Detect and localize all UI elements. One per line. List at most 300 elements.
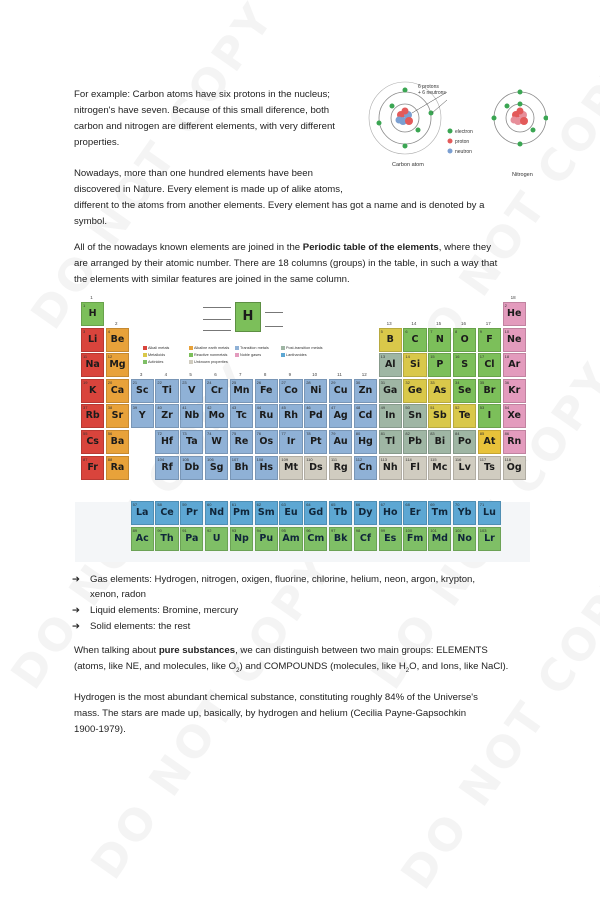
element-symbol: Tc xyxy=(236,410,247,422)
legend-swatch xyxy=(143,360,147,364)
intro-line: properties. xyxy=(74,137,120,148)
element-cell-y xyxy=(131,404,154,428)
element-cell-mo xyxy=(205,404,228,428)
element-symbol: Pa xyxy=(185,532,199,544)
element-symbol: K xyxy=(88,384,97,396)
bold-term: pure substances xyxy=(158,645,236,656)
element-symbol: Ir xyxy=(286,436,296,447)
element-cell-no xyxy=(453,527,476,551)
element-cell-tl xyxy=(379,430,402,454)
element-symbol: Co xyxy=(284,384,298,396)
element-symbol: Mc xyxy=(432,461,448,473)
atomic-number: 65 xyxy=(331,502,336,508)
atomic-number: 76 xyxy=(256,431,262,436)
group-number: 3 xyxy=(139,371,143,377)
element-cell-tb xyxy=(329,501,352,525)
element-cell-ts xyxy=(478,456,501,480)
element-cell-cu xyxy=(329,379,352,403)
bullet-gases-continued xyxy=(90,587,146,603)
atomic-number: 53 xyxy=(479,405,485,411)
carbon-label: Carbon atom xyxy=(392,162,424,168)
atomic-number: 51 xyxy=(430,405,435,411)
element-symbol: S xyxy=(461,359,469,371)
element-cell-k xyxy=(81,379,104,403)
element-cell-ti xyxy=(155,379,178,403)
text-span: , where they xyxy=(438,242,492,253)
element-symbol: Tb xyxy=(334,507,348,519)
element-cell-pt xyxy=(304,430,327,454)
atomic-number: 40 xyxy=(157,405,162,411)
group-number: 17 xyxy=(485,320,491,326)
atomic-number: 58 xyxy=(157,502,162,508)
atom-illustrations xyxy=(362,78,548,180)
text-span: (atoms, like NE, and molecules, like O xyxy=(74,661,237,672)
element-symbol: Rh xyxy=(283,410,299,422)
atomic-number: 115 xyxy=(430,456,437,462)
group-number: 8 xyxy=(263,371,267,377)
element-cell-ce xyxy=(155,501,178,525)
key-line xyxy=(203,330,231,331)
text-span: , we can distinguish between two main groups: ELEMENTS xyxy=(235,645,488,656)
paragraph-line: discovered in Nature. Every element is made up of alike atoms, xyxy=(74,184,343,195)
element-symbol: La xyxy=(136,507,149,519)
element-cell-am xyxy=(279,527,302,551)
paragraph-line xyxy=(74,659,544,679)
atomic-number: 61 xyxy=(231,502,237,508)
element-symbol: Os xyxy=(259,436,274,447)
element-symbol: Ru xyxy=(259,410,274,422)
atomic-number: 19 xyxy=(83,379,88,385)
element-cell-ne xyxy=(503,328,526,352)
element-symbol: Be xyxy=(110,333,125,345)
atomic-number: 69 xyxy=(430,502,435,508)
element-symbol: U xyxy=(212,532,221,544)
paragraph-line: Nowadays, more than one hundred elements have been xyxy=(74,168,313,179)
element-symbol: Cu xyxy=(333,384,348,396)
element-cell-tc xyxy=(230,404,253,428)
group-number: 6 xyxy=(214,371,217,377)
atomic-number: 26 xyxy=(256,379,262,385)
element-symbol: V xyxy=(188,384,196,396)
atomic-number: 37 xyxy=(83,405,88,411)
element-symbol: Hf xyxy=(160,436,174,447)
atomic-number: 89 xyxy=(132,527,138,533)
atomic-number: 20 xyxy=(107,379,113,385)
atomic-number: 71 xyxy=(479,502,485,508)
atomic-number: 48 xyxy=(355,405,361,411)
atomic-number: 90 xyxy=(157,527,162,533)
atomic-number: 102 xyxy=(455,527,462,533)
legend-item xyxy=(143,353,165,357)
element-symbol: Sg xyxy=(209,461,224,473)
element-symbol: Pm xyxy=(233,507,250,519)
element-cell-bi xyxy=(428,430,451,454)
atomic-number: 12 xyxy=(107,354,113,360)
element-cell-o xyxy=(453,328,476,352)
element-symbol: Se xyxy=(458,384,472,396)
atomic-number: 38 xyxy=(107,405,113,411)
atomic-number: 47 xyxy=(331,405,336,411)
nucleus-note: + 6 neutrons xyxy=(418,90,446,96)
atomic-number: 73 xyxy=(182,431,187,436)
group-number: 5 xyxy=(189,371,192,377)
element-symbol: Yb xyxy=(457,507,472,519)
legend-label: Metalloids xyxy=(148,353,166,357)
atomic-number: 29 xyxy=(331,379,336,385)
element-symbol: Lr xyxy=(484,532,495,544)
element-cell-co xyxy=(279,379,302,403)
element-symbol: Zr xyxy=(161,410,173,422)
element-symbol: Ge xyxy=(407,384,423,396)
element-cell-zr xyxy=(155,404,178,428)
legend-electron: electron xyxy=(455,129,473,135)
bullet-text: xenon, radon xyxy=(90,589,147,600)
element-symbol: Mg xyxy=(109,359,126,371)
element-symbol: Cs xyxy=(86,436,99,447)
atomic-number: 103 xyxy=(479,527,487,533)
atomic-number: 59 xyxy=(182,502,187,508)
legend-swatch xyxy=(143,346,147,350)
element-cell-rg xyxy=(329,456,352,480)
element-cell-v xyxy=(180,379,203,403)
paragraph-line xyxy=(74,240,534,256)
atomic-number: 14 xyxy=(405,354,410,360)
element-cell-w xyxy=(205,430,228,454)
key-line xyxy=(265,312,283,313)
element-cell-ge xyxy=(403,379,426,403)
group-number: 2 xyxy=(115,320,118,326)
bullet-solids xyxy=(72,619,191,635)
element-cell-ba xyxy=(106,430,129,454)
atomic-number: 22 xyxy=(157,379,162,385)
key-line xyxy=(203,307,231,308)
element-symbol: Fr xyxy=(87,461,98,473)
element-symbol: No xyxy=(457,532,472,544)
element-symbol: Sm xyxy=(257,507,275,519)
group-number: 10 xyxy=(312,371,318,377)
atomic-number: 3 xyxy=(83,328,86,334)
element-symbol: Db xyxy=(184,461,200,473)
element-cell-f xyxy=(478,328,501,352)
element-cell-dy xyxy=(354,501,377,525)
legend-label: Post-transition metals xyxy=(286,346,323,350)
element-symbol: Lu xyxy=(483,507,496,519)
element-symbol: Re xyxy=(234,436,249,447)
element-cell-pa xyxy=(180,527,203,551)
element-symbol: Sr xyxy=(111,410,124,422)
element-cell-n xyxy=(428,328,451,352)
element-symbol: Th xyxy=(160,532,174,544)
legend-label: Actinides xyxy=(148,360,164,364)
bullet-text: Gas elements: Hydrogen, nitrogen, oxigen, fluorine, chlorine, helium, neon, argon, krypton, xyxy=(90,574,476,585)
element-symbol: Cn xyxy=(358,461,373,473)
legend-swatch xyxy=(189,346,193,350)
legend-label: Alkali metals xyxy=(148,346,170,350)
atomic-number: 116 xyxy=(455,456,462,462)
hydrogen-paragraph xyxy=(74,690,544,738)
element-symbol: Ta xyxy=(186,436,198,447)
element-cell-sn xyxy=(403,404,426,428)
element-cell-be xyxy=(106,328,129,352)
atomic-number: 110 xyxy=(306,456,313,462)
atomic-number: 111 xyxy=(331,456,338,462)
element-symbol: Mo xyxy=(208,410,225,422)
legend-swatch xyxy=(235,346,239,350)
atomic-number: 25 xyxy=(231,379,237,385)
element-cell-rb xyxy=(81,404,104,428)
element-cell-s xyxy=(453,353,476,377)
legend-swatch xyxy=(235,353,239,357)
element-cell-rf xyxy=(155,456,178,480)
element-symbol: Og xyxy=(506,461,522,473)
element-symbol: Rb xyxy=(85,410,100,422)
element-symbol: Bi xyxy=(434,436,446,447)
paragraph-line: Hydrogen is the most abundant chemical substance, constituting roughly 84% of the Universe's xyxy=(74,692,478,703)
atomic-number: 32 xyxy=(405,379,410,385)
atomic-number: 109 xyxy=(281,456,289,462)
atomic-number: 80 xyxy=(355,431,361,436)
element-cell-mc xyxy=(428,456,451,480)
legend-swatch xyxy=(281,346,285,350)
key-line xyxy=(265,326,283,327)
atomic-number: 36 xyxy=(504,379,510,385)
atomic-number: 42 xyxy=(207,405,212,411)
atomic-number: 92 xyxy=(207,527,212,533)
element-symbol: I xyxy=(487,410,492,422)
element-symbol: Hg xyxy=(358,436,373,447)
element-cell-es xyxy=(379,527,402,551)
nucleus-note: 6 protons xyxy=(418,84,439,90)
legend-item xyxy=(235,346,269,350)
group-number: 18 xyxy=(510,295,516,300)
element-symbol: H xyxy=(88,308,97,319)
bullet-text: Liquid elements: Bromine, mercury xyxy=(90,605,239,616)
element-cell-ag xyxy=(329,404,352,428)
element-symbol: Er xyxy=(409,507,421,519)
atomic-number: 34 xyxy=(455,379,460,385)
element-cell-fm xyxy=(403,527,426,551)
element-symbol: Ag xyxy=(333,410,348,422)
element-symbol: Cl xyxy=(484,359,495,371)
element-cell-bk xyxy=(329,527,352,551)
element-cell-ar xyxy=(503,353,526,377)
atomic-number: 67 xyxy=(380,502,386,508)
element-symbol: Cm xyxy=(307,532,325,544)
element-cell-po xyxy=(453,430,476,454)
atomic-number: 85 xyxy=(479,431,485,436)
atomic-number: 95 xyxy=(281,527,286,533)
atomic-number: 88 xyxy=(107,456,113,462)
legend-item xyxy=(281,353,307,357)
element-symbol: Ds xyxy=(309,461,323,473)
element-cell-rh xyxy=(279,404,302,428)
element-cell-at xyxy=(478,430,501,454)
element-cell-br xyxy=(478,379,501,403)
group-number: 16 xyxy=(460,320,466,326)
element-symbol: Pd xyxy=(308,410,323,422)
atomic-number: 6 xyxy=(405,328,408,334)
atomic-number: 23 xyxy=(182,379,187,385)
element-cell-pr xyxy=(180,501,203,525)
atomic-number: 97 xyxy=(331,527,336,533)
element-cell-eu xyxy=(279,501,302,525)
group-number: 11 xyxy=(337,371,342,377)
element-cell-ra xyxy=(106,456,129,480)
atomic-number: 30 xyxy=(355,379,361,385)
atomic-number: 107 xyxy=(231,456,239,462)
text-span: All of the nowadays known elements are joined in the xyxy=(74,242,303,253)
atomic-number: 35 xyxy=(479,379,485,385)
atomic-number: 98 xyxy=(355,527,361,533)
element-cell-al xyxy=(379,353,402,377)
atomic-number: 101 xyxy=(430,527,437,533)
atomic-number: 52 xyxy=(455,405,460,411)
atomic-number: 2 xyxy=(504,303,507,308)
element-symbol: Br xyxy=(483,384,496,396)
element-cell-pd xyxy=(304,404,327,428)
group-number: 1 xyxy=(90,295,93,300)
atomic-number: 39 xyxy=(132,405,138,411)
atomic-number: 104 xyxy=(157,456,165,462)
atomic-number: 75 xyxy=(231,431,237,436)
element-symbol: B xyxy=(386,333,394,345)
element-symbol: Mt xyxy=(284,461,299,473)
group-number: 12 xyxy=(361,371,367,377)
paragraph-line: the elements with similar features are joined in the same column. xyxy=(74,274,350,285)
atomic-number: 82 xyxy=(405,431,410,436)
element-symbol: Zn xyxy=(358,384,373,396)
element-symbol: C xyxy=(411,333,419,345)
text-span: When talking about xyxy=(74,645,159,656)
element-cell-hg xyxy=(354,430,377,454)
element-cell-xe xyxy=(503,404,526,428)
element-symbol: Sc xyxy=(136,384,149,396)
element-symbol: Lv xyxy=(458,461,471,473)
element-symbol: Am xyxy=(282,532,300,544)
atomic-number: 10 xyxy=(504,328,510,334)
atomic-number: 17 xyxy=(479,354,485,360)
element-symbol: O xyxy=(460,333,469,345)
atomic-number: 113 xyxy=(380,456,387,462)
element-symbol: Pt xyxy=(310,436,322,447)
element-symbol: Li xyxy=(87,333,98,345)
element-cell-re xyxy=(230,430,253,454)
element-symbol: Pu xyxy=(259,532,274,544)
element-cell-md xyxy=(428,527,451,551)
atomic-number: 8 xyxy=(455,328,458,334)
element-symbol: P xyxy=(436,359,444,371)
element-cell-pb xyxy=(403,430,426,454)
atomic-number: 105 xyxy=(182,456,189,462)
electron-swatch xyxy=(448,129,453,134)
intro-paragraph xyxy=(74,87,364,151)
atomic-number: 70 xyxy=(455,502,460,508)
element-cell-sm xyxy=(255,501,278,525)
atomic-number: 41 xyxy=(182,405,187,411)
element-symbol: Ra xyxy=(110,461,125,473)
key-line xyxy=(203,319,231,320)
legend-swatch xyxy=(189,360,193,364)
subscript: 2 xyxy=(236,667,240,674)
element-symbol: Po xyxy=(457,436,472,447)
pure-substances-paragraph xyxy=(74,643,544,679)
atomic-number: 77 xyxy=(281,431,286,436)
legend-item xyxy=(189,346,229,350)
bullet-liquids xyxy=(72,603,239,619)
element-symbol: Cr xyxy=(210,384,223,396)
atomic-number: 15 xyxy=(430,354,435,360)
atomic-number: 83 xyxy=(430,431,435,436)
element-cell-hf xyxy=(155,430,178,454)
element-cell-u xyxy=(205,527,228,551)
element-cell-fl xyxy=(403,456,426,480)
element-cell-ac xyxy=(131,527,154,551)
group-number: 7 xyxy=(239,371,242,377)
key-cell xyxy=(235,302,261,332)
atomic-number: 114 xyxy=(405,456,412,462)
element-cell-h xyxy=(81,302,104,326)
element-cell-cn xyxy=(354,456,377,480)
group-number: 13 xyxy=(386,320,392,326)
legend-label: Unknown properties xyxy=(194,360,228,364)
nitrogen-label: Nitrogen xyxy=(512,172,533,178)
proton-swatch xyxy=(448,139,453,144)
element-cell-nd xyxy=(205,501,228,525)
atomic-number: 56 xyxy=(107,431,113,436)
element-symbol: Bk xyxy=(333,532,348,544)
group-number: 9 xyxy=(288,371,292,377)
atomic-number: 91 xyxy=(182,527,187,533)
element-cell-ni xyxy=(304,379,327,403)
element-symbol: Np xyxy=(234,532,249,544)
key-symbol: H xyxy=(242,309,254,324)
atomic-number: 112 xyxy=(355,456,363,462)
element-cell-lr xyxy=(478,527,501,551)
element-symbol: Ba xyxy=(110,436,125,447)
element-symbol: Nh xyxy=(382,461,398,473)
atomic-number: 118 xyxy=(504,456,511,462)
element-symbol: Rg xyxy=(333,461,348,473)
element-symbol: Fe xyxy=(259,384,273,396)
elements-paragraph xyxy=(74,166,524,230)
element-symbol: Au xyxy=(333,436,348,447)
element-cell-mt xyxy=(279,456,302,480)
element-cell-pu xyxy=(255,527,278,551)
element-cell-lu xyxy=(478,501,501,525)
element-symbol: Te xyxy=(458,410,471,422)
element-symbol: Eu xyxy=(284,507,298,519)
element-symbol: Es xyxy=(384,532,397,544)
atomic-number: 45 xyxy=(281,405,286,411)
element-cell-os xyxy=(255,430,278,454)
element-cell-np xyxy=(230,527,253,551)
bullet-text: Solid elements: the rest xyxy=(90,621,191,632)
element-cell-in xyxy=(379,404,402,428)
element-cell-te xyxy=(453,404,476,428)
element-cell-zn xyxy=(354,379,377,403)
element-symbol: Xe xyxy=(507,410,521,422)
atomic-number: 28 xyxy=(306,379,311,385)
atomic-number: 55 xyxy=(83,431,88,436)
atomic-number: 87 xyxy=(83,456,88,462)
legend-label: Alkaline earth metals xyxy=(194,346,230,350)
atomic-number: 7 xyxy=(430,328,433,334)
legend-item xyxy=(143,346,169,350)
group-number: 15 xyxy=(436,320,442,326)
element-cell-ta xyxy=(180,430,203,454)
legend-item xyxy=(235,353,261,357)
element-symbol: Ac xyxy=(135,532,149,544)
